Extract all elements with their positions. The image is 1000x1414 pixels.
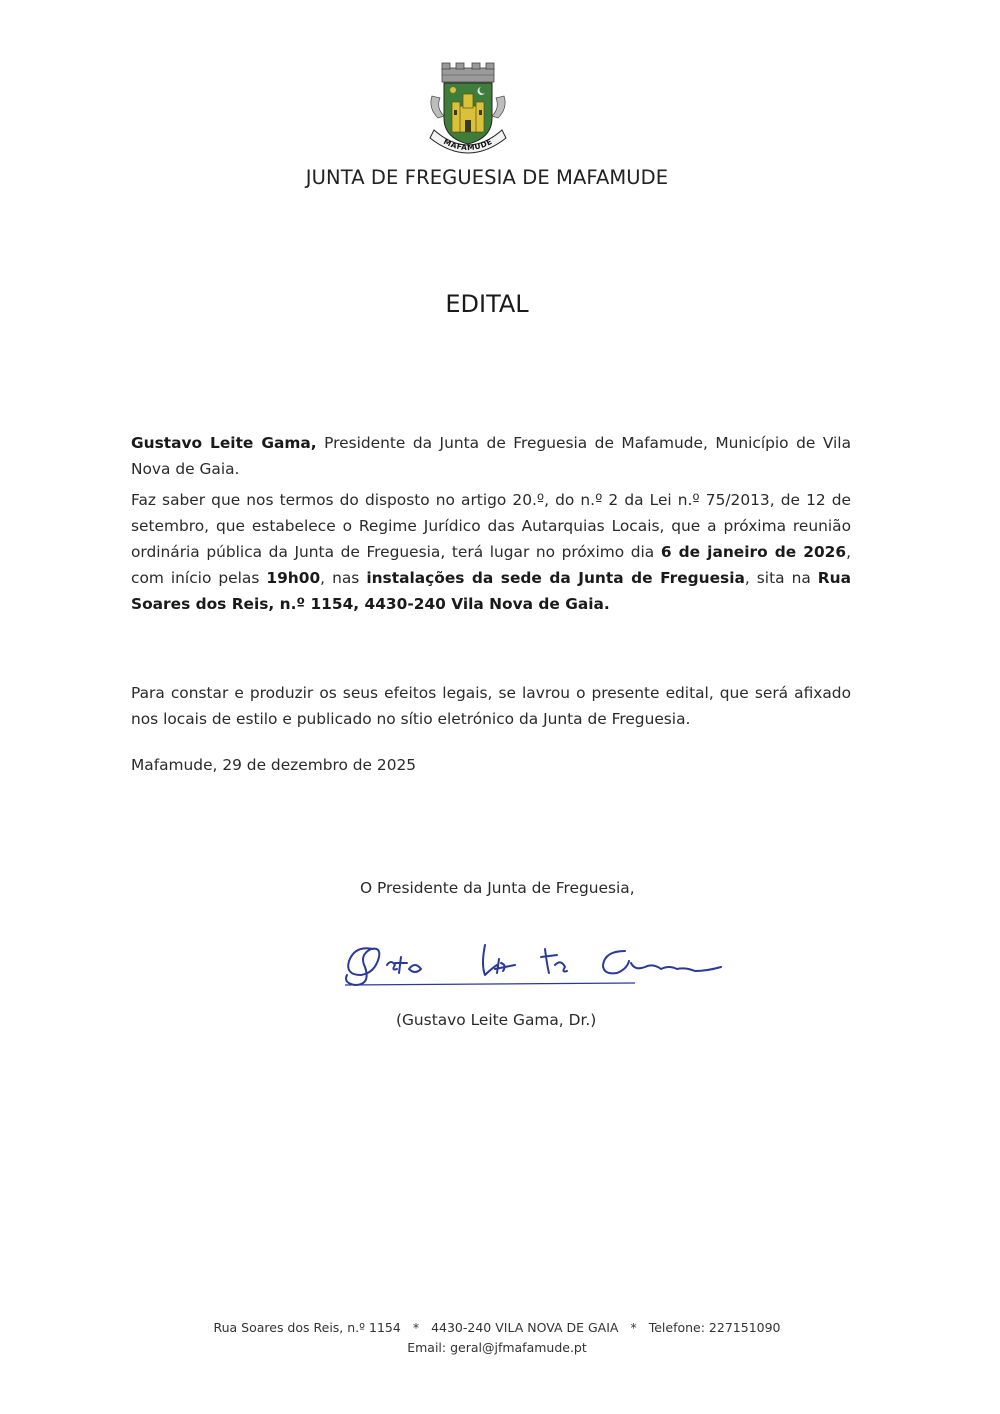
footer-email: Email: geral@jfmafamude.pt (407, 1340, 587, 1355)
meeting-time: 19h00 (266, 569, 321, 587)
meeting-date: 6 de janeiro de 2026 (660, 543, 847, 561)
announcement-text-3: , nas (320, 569, 367, 587)
footer-separator: * (630, 1320, 637, 1335)
intro-text: Presidente da Junta de Freguesia de Mafamude, Município de Vila Nova de Gaia. (131, 434, 851, 478)
footer-address: Rua Soares dos Reis, n.º 1154 (213, 1320, 401, 1335)
document-title: EDITAL (445, 290, 529, 318)
announcement-text-4: , sita na (744, 569, 818, 587)
handwritten-signature (335, 935, 735, 995)
announcement-text-2: , com início pelas (131, 543, 851, 587)
document-date: Mafamude, 29 de dezembro de 2025 (131, 756, 417, 774)
announcement-text-1: Faz saber que nos termos do disposto no artigo 20.º, do n.º 2 da Lei n.º 75/2013, de 12 de setembro, que estabelece o Regime Jurídico das Autarquias Locais, que a próxima reunião ordinária pública da Junta de Freguesia, terá lugar no próximo dia (131, 491, 851, 561)
footer-postal: 4430-240 VILA NOVA DE GAIA (431, 1320, 619, 1335)
footer-phone: Telefone: 227151090 (648, 1320, 781, 1335)
intro-paragraph (131, 430, 851, 482)
signatory-name: (Gustavo Leite Gama, Dr.) (396, 1011, 597, 1029)
coat-of-arms-logo (420, 60, 516, 156)
announcement-paragraph (131, 487, 851, 617)
signatory-role: O Presidente da Junta de Freguesia, (360, 879, 635, 897)
footer-separator: * (412, 1320, 420, 1335)
crest-motto-text: MAFAMUDE (442, 136, 494, 153)
meeting-venue: instalações da sede da Junta de Freguesia (366, 569, 745, 587)
publication-paragraph: Para constar e produzir os seus efeitos legais, se lavrou o presente edital, que será afixado nos locais de estilo e publicado no sítio eletrónico da Junta de Freguesia. (131, 684, 851, 728)
mural-crown-icon (442, 63, 494, 82)
footer-contact-line (0, 1320, 994, 1335)
meeting-address: Rua Soares dos Reis, n.º 1154, 4430-240 Vila Nova de Gaia. (131, 569, 851, 613)
organization-name: JUNTA DE FREGUESIA DE MAFAMUDE (305, 166, 669, 189)
president-name: Gustavo Leite Gama, (131, 434, 317, 452)
